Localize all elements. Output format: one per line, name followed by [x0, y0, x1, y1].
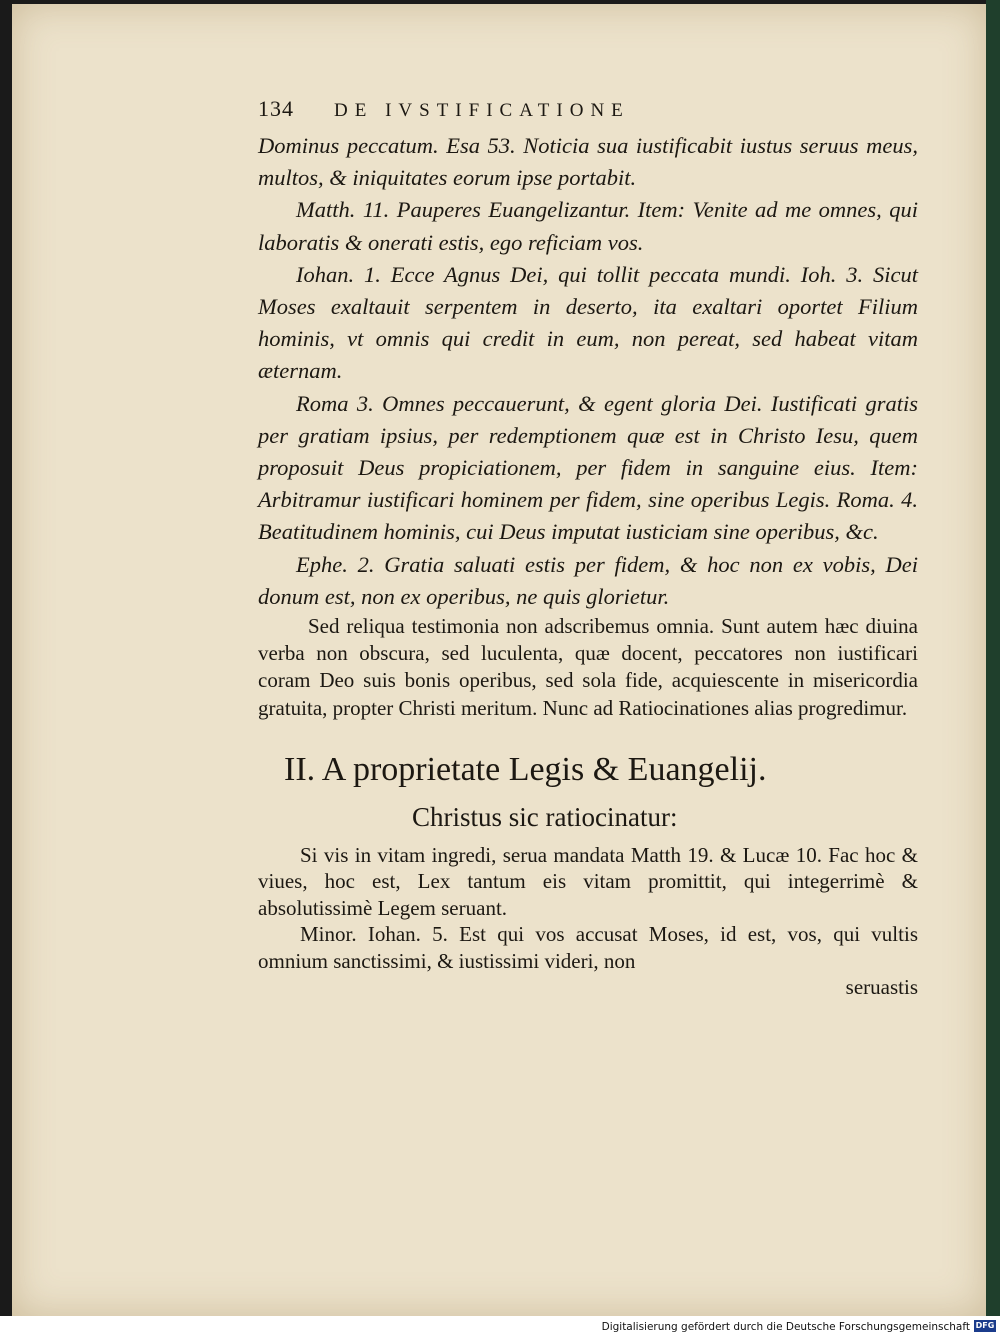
commentary-paragraph: Sed reliqua testimonia non adscribemus omnia. Sunt autem hæc diuina verba non obscura, sed luculenta, quæ docent, peccatores non iustificari coram Deo suis bonis operibus, sed sola fide, acquiescente in misericordia gratuita, propter Christi meritum. Nunc ad Ratiocinationes alias progredimur.: [258, 614, 918, 720]
page-header: [258, 96, 918, 130]
funding-credit: Digitalisierung gefördert durch die Deutsche Forschungsgemeinschaft: [601, 1321, 970, 1333]
body-paragraph: Minor. Iohan. 5. Est qui vos accusat Moses, id est, vos, qui vultis omnium sanctissimi, & iustissimi videri, non: [258, 922, 918, 973]
book-binding-edge: [986, 0, 1000, 1320]
section-subheading: Christus sic ratiocinatur:: [412, 801, 678, 832]
page-content: [258, 96, 918, 1000]
catchword: seruastis: [845, 975, 918, 1000]
section-body: [258, 842, 918, 975]
body-paragraph: Si vis in vitam ingredi, serua mandata Matth 19. & Lucæ 10. Fac hoc & viues, hoc est, Lex tantum eis vitam promittit, qui integerrimè & absolutissimè Legem seruant.: [258, 842, 918, 920]
citation-paragraph: Iohan. 1. Ecce Agnus Dei, qui tollit peccata mundi. Ioh. 3. Sicut Moses exaltauit serpentem in deserto, ita exaltari oportet Filium hominis, vt omnis qui credit in eum, non pereat, sed habeat vitam æternam.: [258, 261, 918, 384]
commentary: [258, 613, 918, 722]
digitization-footer: [0, 1316, 1000, 1335]
dfg-logo-icon: DFG: [975, 1321, 995, 1330]
section-heading: II. A proprietate Legis & Euangelij.: [284, 750, 767, 788]
page-number: 134: [258, 96, 294, 121]
book-page: [12, 4, 986, 1316]
running-title: DE IVSTIFICATIONE: [334, 100, 630, 121]
citation-paragraph: Dominus peccatum. Esa 53. Noticia sua iustificabit iustus seruus meus, multos, & iniquitates eorum ipse portabit.: [258, 133, 918, 191]
citation-paragraph: Ephe. 2. Gratia saluati estis per fidem, & hoc non ex vobis, Dei donum est, non ex operibus, ne quis glorietur.: [258, 551, 918, 609]
citation-paragraph: Roma 3. Omnes peccauerunt, & egent gloria Dei. Iustificati gratis per gratiam ipsius, per redemptionem quæ est in Christo Iesu, quem proposuit Deus propiciationem, per fidem in sanguine eius. Item: Arbitramur iustificari hominem per fidem, sine operibus Legis. Roma. 4. Beatitudinem hominis, cui Deus imputat iusticiam sine operibus, &c.: [258, 390, 918, 545]
scripture-citations: [258, 130, 918, 613]
citation-paragraph: Matth. 11. Pauperes Euangelizantur. Item: Venite ad me omnes, qui laboratis & onerati estis, ego reficiam vos.: [258, 197, 918, 255]
